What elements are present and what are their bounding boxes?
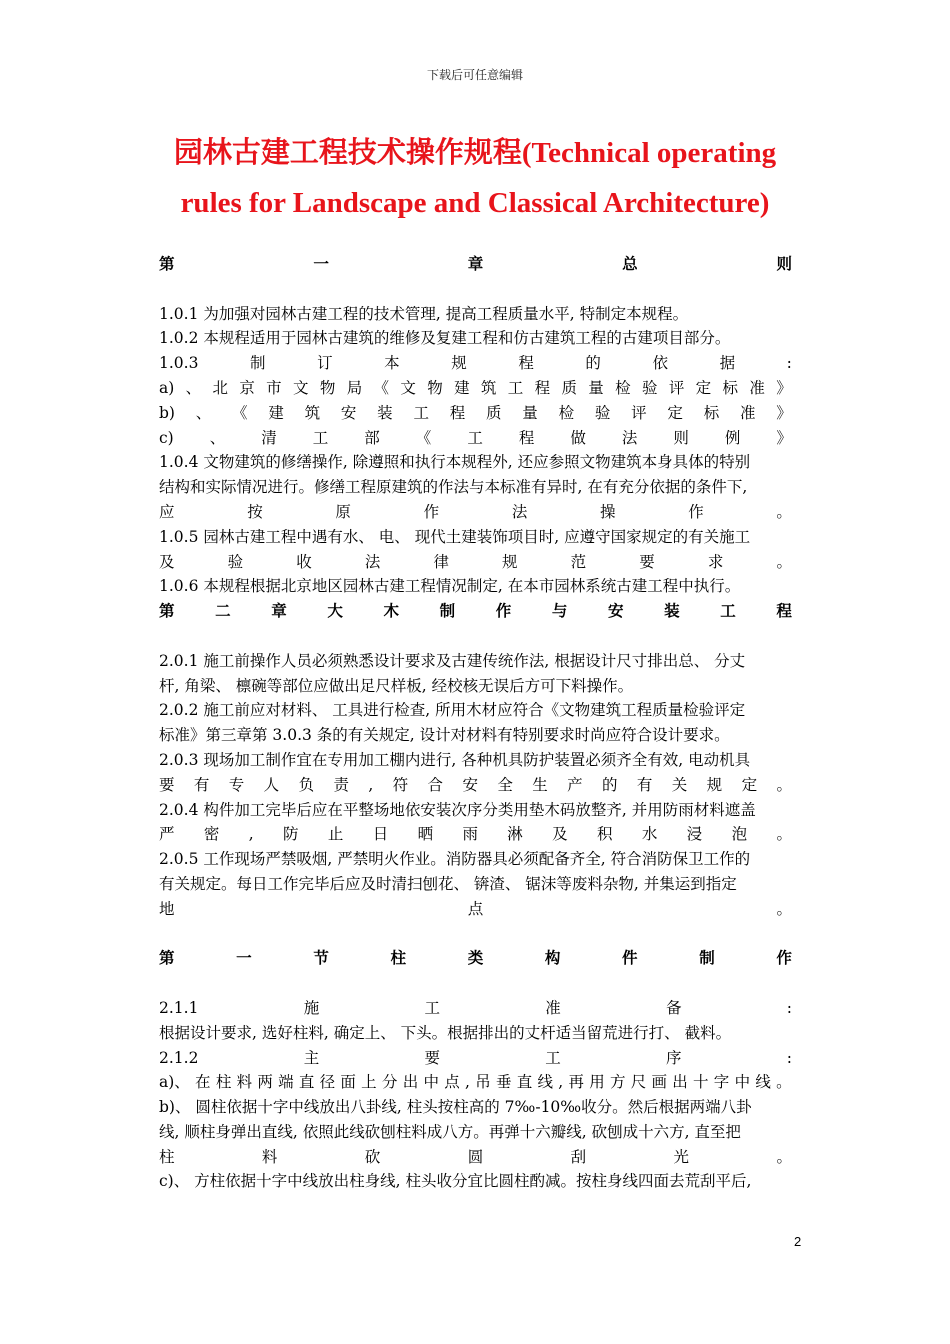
text-line (159, 1169, 792, 1194)
text-token: 按 (247, 502, 263, 521)
text-token: 建 (454, 378, 470, 397)
text-token: 直 (298, 1073, 315, 1092)
text-token: 要 (639, 552, 655, 571)
text-token: 市 (266, 378, 282, 397)
text-token: 用 (589, 1073, 605, 1092)
text-token: 中 (734, 1073, 751, 1092)
text-token: 《 (373, 378, 390, 397)
text-token: 类 (467, 948, 484, 968)
section-heading (159, 946, 792, 971)
text-token: 。 (776, 825, 792, 844)
text-token: 清 (261, 428, 277, 447)
text-token: 件 (622, 948, 638, 968)
text-token: 2.0.5 工作现场严禁吸烟, 严禁明火作业。消防器具必须配备齐全, 符合消防保卫工作的 (159, 850, 751, 869)
text-line (159, 698, 792, 723)
text-token: 的 (585, 354, 601, 373)
text-token: 晒 (417, 825, 434, 844)
text-token: a)、 (159, 1073, 190, 1092)
text-token: 点 (444, 1073, 460, 1092)
text-token: 出 (402, 1073, 419, 1092)
text-token: : (786, 998, 792, 1017)
text-token: 质 (561, 378, 577, 397)
text-token: 。 (776, 1147, 792, 1166)
text-token: 据 (719, 354, 736, 373)
text-token: 有 (193, 775, 210, 794)
text-token: 雨 (462, 825, 478, 844)
text-token: 1.0.4 文物建筑的修缮操作, 除遵照和执行本规程外, 还应参照文物建筑本身具体的特别 (159, 453, 751, 472)
text-line (159, 450, 792, 475)
text-token: 。 (776, 502, 792, 521)
text-token: 标准》第三章第 3.0.3 条的有关规定, 设计对材料有特别要求时尚应符合设计要求。 (159, 726, 730, 745)
text-token: 的 (602, 775, 618, 794)
text-token: 法 (511, 502, 528, 521)
text-line (159, 550, 792, 575)
text-token: 分 (381, 1073, 398, 1092)
text-token: 物 (427, 378, 443, 397)
text-token: 符 (392, 775, 409, 794)
text-token: 范 (570, 552, 587, 571)
text-token: 作 (423, 502, 440, 521)
text-token: 有关规定。每日工作完毕后应及时清扫刨花、 锛渣、 锯沫等废料杂物, 并集运到指定 (159, 874, 737, 893)
text-token: 根据设计要求, 选好柱料, 确定上、 下头。根据排出的丈杆适当留荒进行打、 截料。 (159, 1023, 732, 1042)
text-token: 标 (703, 403, 720, 422)
text-token: 量 (522, 403, 538, 422)
text-token: 准 (749, 378, 765, 397)
text-token: 程 (518, 354, 534, 373)
text-token: 泡 (731, 825, 748, 844)
text-token: 1.0.2 本规程适用于园林古建筑的维修及复建工程和仿古建筑工程的古建项目部分。 (159, 329, 731, 348)
text-token: 1.0.5 园林古建工程中遇有水、 电、 现代土建装饰项目时, 应遵守国家规定的有关施工 (159, 527, 751, 546)
text-token: 柱 (390, 948, 407, 968)
text-token: 评 (631, 403, 647, 422)
text-token: 刮 (570, 1147, 587, 1166)
text-token: 合 (427, 775, 444, 794)
paragraph-gap (159, 277, 792, 302)
text-token: 严 (159, 825, 175, 844)
title-line-1: 园林古建工程技术操作规程(Technical operating (173, 137, 777, 169)
text-line (159, 500, 792, 525)
text-token: , (465, 1073, 470, 1092)
text-token: 序 (666, 1048, 682, 1067)
text-token: 光 (673, 1147, 690, 1166)
text-token: , (558, 1073, 564, 1092)
text-token: 中 (423, 1073, 439, 1092)
text-token: 工 (467, 428, 483, 447)
text-token: 点 (467, 899, 484, 918)
text-token: 、 (185, 378, 202, 397)
section-heading (159, 252, 792, 277)
text-token: 工 (507, 378, 524, 397)
text-token: 径 (319, 1073, 336, 1092)
text-token: 要 (159, 775, 175, 794)
text-token: 。 (776, 1073, 792, 1092)
text-token: 定 (741, 775, 758, 794)
text-token: 律 (433, 552, 449, 571)
text-token: 部 (364, 428, 380, 447)
text-token: 章 (467, 254, 484, 273)
text-token: 定 (695, 378, 712, 397)
text-token: 原 (335, 502, 351, 521)
text-token: : (786, 354, 792, 373)
text-token: 质 (486, 403, 502, 422)
text-token: 端 (278, 1073, 294, 1092)
text-token: 杆, 角梁、 檩碗等部位应做出足尺样板, 经校核无误后方可下料操作。 (159, 676, 634, 695)
text-token: 再 (568, 1073, 584, 1092)
text-token: 2.0.1 施工前操作人员必须熟悉设计要求及古建传统作法, 根据设计尺寸排出总、 分丈 (159, 651, 746, 670)
text-token: 》 (776, 428, 792, 447)
text-token: 第 (159, 254, 175, 273)
text-token: 料 (261, 1147, 278, 1166)
text-token: 求 (707, 552, 724, 571)
text-token: 章 (271, 601, 287, 621)
text-line (159, 872, 792, 897)
text-token: , (248, 825, 254, 844)
text-token: 程 (776, 601, 792, 621)
text-token: 。 (776, 899, 792, 918)
text-token: 备 (666, 998, 682, 1017)
page-number: 2 (794, 1234, 802, 1249)
text-line (159, 401, 792, 426)
text-token: 有 (636, 775, 653, 794)
text-token: 程 (518, 428, 535, 447)
text-token: 》 (776, 403, 792, 422)
text-token: 2.0.2 施工前应对材料、 工具进行检查, 所用木材应符合《文物建筑工程质量检验评定 (159, 701, 746, 720)
text-token: 方 (609, 1073, 626, 1092)
text-token: 。 (776, 552, 792, 571)
text-line (159, 996, 792, 1021)
text-line (159, 426, 792, 451)
text-token: 文 (400, 378, 416, 397)
text-token: 关 (671, 775, 688, 794)
text-token: b) (159, 403, 175, 422)
text-token: 作 (688, 502, 704, 521)
text-token: 京 (239, 378, 255, 397)
text-token: c) (159, 428, 174, 447)
text-line (159, 475, 792, 500)
document-body (159, 252, 792, 1194)
text-token: 垂 (495, 1073, 512, 1092)
text-token: 两 (257, 1073, 273, 1092)
text-token: 验 (227, 552, 244, 571)
text-line (159, 1095, 792, 1120)
text-token: 柱 (215, 1073, 232, 1092)
text-line (159, 1145, 792, 1170)
text-line (159, 674, 792, 699)
text-token: 圆 (467, 1147, 484, 1166)
text-line (159, 574, 792, 599)
text-token: 柱 (159, 1147, 175, 1166)
text-token: 检 (615, 378, 631, 397)
text-token: 《 (415, 428, 432, 447)
text-token: 验 (594, 403, 611, 422)
text-token: 要 (424, 1048, 440, 1067)
text-token: 程 (534, 378, 551, 397)
text-token: 检 (558, 403, 575, 422)
text-token: 安 (340, 403, 357, 422)
text-line (159, 649, 792, 674)
text-token: 二 (215, 601, 231, 621)
text-token: 制 (699, 948, 715, 968)
text-token: 做 (570, 428, 586, 447)
text-token: 料 (236, 1073, 253, 1092)
text-token: 作 (495, 601, 512, 621)
text-token: 2.0.3 现场加工制作宜在专用加工棚内进行, 各种机具防护装置必须齐全有效, 电动机具 (159, 750, 751, 769)
page-header: 下载后可任意编辑 (426, 68, 523, 82)
text-token: 订 (317, 354, 333, 373)
text-token: 一 (313, 254, 329, 273)
text-token: 准 (545, 998, 561, 1017)
text-token: 总 (622, 254, 638, 273)
text-token: 在 (195, 1073, 211, 1092)
text-token: 制 (250, 354, 266, 373)
text-token: 工 (424, 998, 440, 1017)
text-token: 主 (303, 1048, 320, 1067)
text-token: 面 (340, 1073, 356, 1092)
text-token: 砍 (364, 1147, 381, 1166)
text-token: c)、 方柱依据十字中线放出柱身线, 柱头收分宜比圆柱酌减。按柱身线四面去荒刮平后, (159, 1172, 752, 1191)
paragraph-gap (159, 971, 792, 996)
text-token: 木 (383, 601, 400, 621)
text-token: 人 (263, 775, 280, 794)
text-line (159, 351, 792, 376)
text-token: 负 (298, 775, 315, 794)
text-line (159, 773, 792, 798)
text-token: 上 (361, 1073, 377, 1092)
text-token: 施 (303, 998, 320, 1017)
text-token: 文 (293, 378, 309, 397)
text-token: , (368, 775, 374, 794)
text-token: 日 (372, 825, 389, 844)
text-token: 操 (600, 502, 616, 521)
text-token: 本 (384, 354, 400, 373)
text-line (159, 326, 792, 351)
text-token: 全 (497, 775, 513, 794)
text-line (159, 1070, 792, 1095)
text-token: 筑 (480, 378, 497, 397)
text-line (159, 748, 792, 773)
text-token: 出 (672, 1073, 688, 1092)
text-token: 标 (722, 378, 739, 397)
text-token: 定 (667, 403, 683, 422)
text-line (159, 1046, 792, 1071)
paragraph-gap (159, 624, 792, 649)
text-token: 例 (724, 428, 741, 447)
text-line (159, 847, 792, 872)
text-token: 与 (551, 601, 568, 621)
text-token: 装 (664, 601, 680, 621)
text-token: 生 (532, 775, 548, 794)
text-token: 责 (333, 775, 349, 794)
text-token: 画 (651, 1073, 668, 1092)
text-line (159, 525, 792, 550)
text-token: 依 (652, 354, 668, 373)
text-token: 产 (567, 775, 583, 794)
text-token: 安 (608, 601, 624, 621)
text-token: 水 (641, 825, 658, 844)
text-token: 1.0.6 本规程根据北京地区园林古建工程情况制定, 在本市园林系统古建工程中执行。 (159, 577, 741, 596)
text-token: 一 (236, 948, 252, 968)
text-token: 作 (776, 948, 792, 968)
text-line (159, 798, 792, 823)
text-token: 工 (545, 1048, 561, 1067)
text-token: : (786, 1048, 792, 1067)
text-token: 防 (283, 825, 299, 844)
text-token: 、 (195, 403, 212, 422)
text-token: 局 (346, 378, 363, 397)
text-token: 筑 (304, 403, 321, 422)
text-token: 及 (159, 552, 175, 571)
text-token: 字 (713, 1073, 730, 1092)
text-line (159, 1021, 792, 1046)
text-token: 工 (312, 428, 329, 447)
text-token: 物 (319, 378, 336, 397)
text-token: 制 (439, 601, 456, 621)
text-token: 止 (327, 825, 344, 844)
text-token: 应 (159, 502, 175, 521)
text-line (159, 1120, 792, 1145)
text-line (159, 897, 792, 922)
text-token: 规 (451, 354, 467, 373)
text-token: 法 (364, 552, 381, 571)
text-line (159, 376, 792, 401)
text-line (159, 723, 792, 748)
text-token: 十 (693, 1073, 709, 1092)
text-token: 《 (232, 403, 248, 422)
text-token: 工 (413, 403, 429, 422)
section-heading (159, 599, 792, 624)
text-token: 线 (755, 1073, 771, 1092)
text-token: 专 (228, 775, 245, 794)
text-line (159, 822, 792, 847)
text-token: 。 (776, 775, 792, 794)
text-token: 大 (327, 601, 343, 621)
text-token: 2.1.1 (159, 998, 199, 1017)
text-token: 积 (597, 825, 613, 844)
text-token: 准 (739, 403, 756, 422)
text-token: 则 (673, 428, 689, 447)
text-token: 收 (296, 552, 312, 571)
text-token: 规 (706, 775, 723, 794)
text-token: 第 (159, 948, 175, 968)
text-token: 构 (544, 948, 561, 968)
text-token: 结构和实际情况进行。修缮工程原建筑的作法与本标准有异时, 在有充分依据的条件下, (159, 478, 748, 497)
text-token: 节 (313, 948, 329, 968)
text-token: 淋 (507, 825, 523, 844)
text-token: 2.0.4 构件加工完毕后应在平整场地依安装次序分类用垫木码放整齐, 并用防雨材料遮盖 (159, 800, 756, 819)
text-line (159, 302, 792, 327)
text-token: 北 (212, 378, 228, 397)
text-token: 验 (641, 378, 658, 397)
text-token: 密 (203, 825, 220, 844)
text-token: 规 (502, 552, 518, 571)
text-token: 2.1.2 (159, 1048, 199, 1067)
text-token: 浸 (686, 825, 703, 844)
document-title (150, 128, 800, 228)
text-token: 量 (588, 378, 604, 397)
text-token: 装 (377, 403, 393, 422)
text-token: b)、 圆柱依据十字中线放出八卦线, 柱头按柱高的 7‰-10‰收分。然后根据两端八卦 (159, 1098, 752, 1117)
text-token: 则 (776, 254, 792, 273)
text-token: 吊 (475, 1073, 491, 1092)
text-token: 、 (209, 428, 226, 447)
text-token: 线 (537, 1073, 553, 1092)
text-token: 1.0.3 (159, 354, 199, 373)
text-token: 第 (159, 601, 175, 621)
text-token: 》 (776, 378, 792, 397)
paragraph-gap (159, 922, 792, 947)
text-token: 地 (159, 899, 175, 918)
text-token: 1.0.1 为加强对园林古建工程的技术管理, 提高工程质量水平, 特制定本规程。 (159, 304, 689, 323)
text-token: 建 (268, 403, 284, 422)
text-token: 工 (720, 601, 736, 621)
text-token: 安 (462, 775, 478, 794)
text-token: 尺 (630, 1073, 647, 1092)
text-token: 线, 顺柱身弹出直线, 依照此线砍刨柱料成八方。再弹十六瓣线, 砍刨成十六方, 直至把 (159, 1122, 741, 1141)
text-token: a) (159, 378, 175, 397)
text-token: 及 (552, 825, 568, 844)
text-token: 评 (668, 378, 685, 397)
text-token: 法 (621, 428, 638, 447)
title-line-2: rules for Landscape and Classical Architecture) (180, 187, 770, 219)
text-token: 程 (449, 403, 466, 422)
text-token: 直 (516, 1073, 533, 1092)
